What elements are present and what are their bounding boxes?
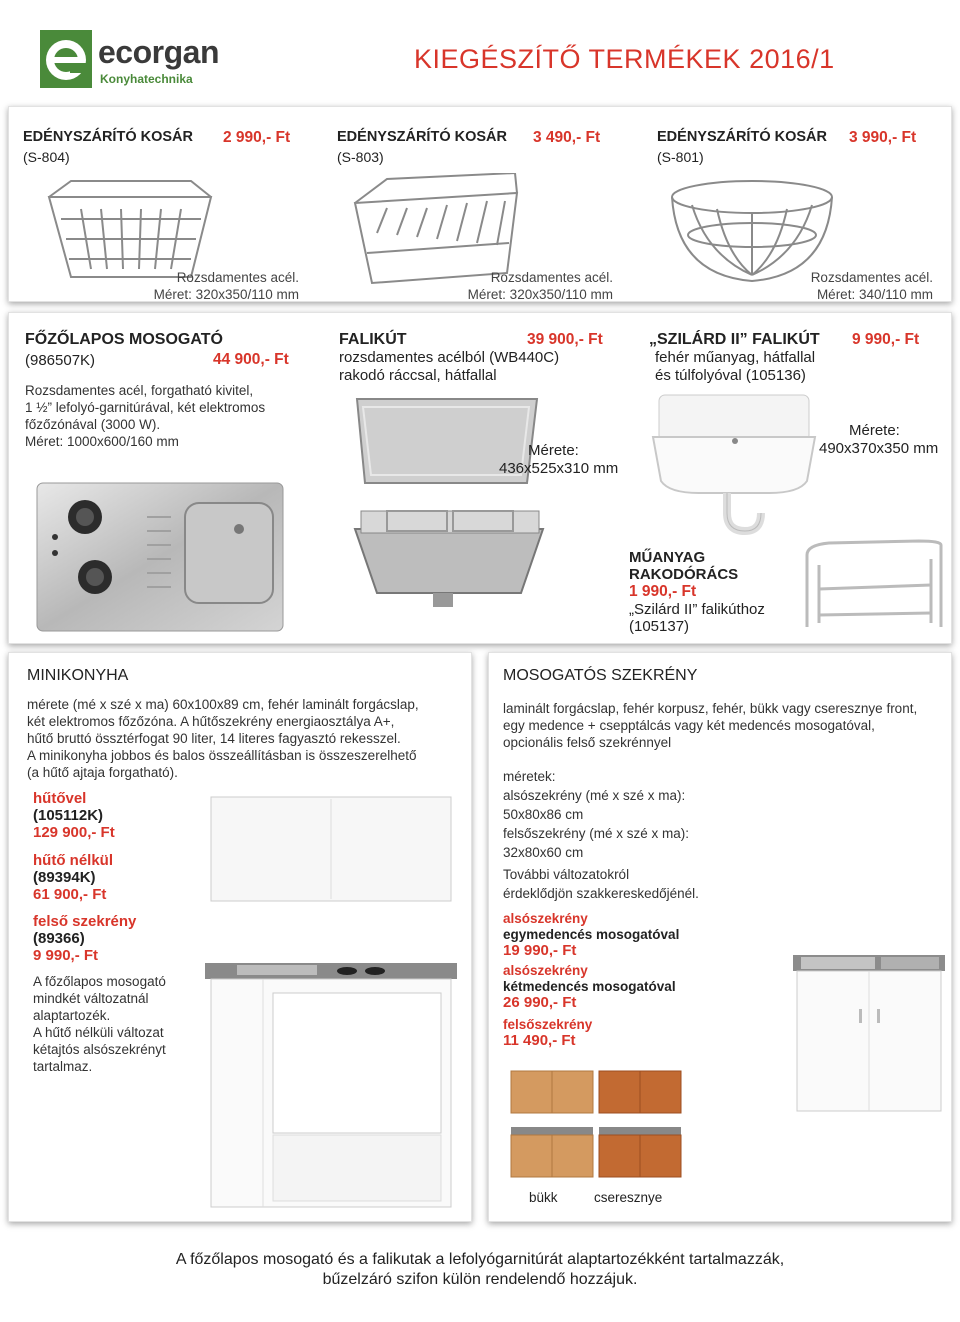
dims-line: felsőszekrény (mé x szé x ma): [503,826,690,841]
cherry-label: cseresznye [594,1190,663,1205]
rack-name: MŰANYAG [629,549,706,566]
wall-sink-desc: rakodó ráccsal, hátfallal [339,367,497,384]
minikonyha-desc [27,696,419,781]
variant-name: hűtő nélkül [33,852,113,869]
sinks-section [8,312,952,644]
minikonyha-section [8,652,472,1222]
variant-price: 61 900,- Ft [33,886,107,903]
szilard-size-label: Mérete: [849,422,900,439]
basket-code: (S-804) [23,149,70,165]
basket-code: (S-801) [657,149,704,165]
variant-felsoszekreny [503,1017,592,1049]
variant-ketmedences [503,963,676,1011]
basket-name: EDÉNYSZÁRÍTÓ KOSÁR [337,129,507,145]
szilard-size: 490x370x350 mm [819,440,939,457]
basket-image [41,169,221,284]
variant-hutovel [33,790,115,841]
basket-item [337,129,627,302]
rack-code: (105137) [629,618,690,635]
header [0,0,960,104]
variant-l1: alsószekrény [503,963,588,978]
dims-line: 32x80x60 cm [503,845,584,860]
desc-line: (a hűtő ajtaja forgatható). [27,765,178,780]
desc-line: egy medence + csepptálcás vagy két medencés mosogatóval, [503,718,875,733]
cooktop-sink-name: FŐZŐLAPOS MOSOGATÓ [25,331,223,348]
logo-name: ecorgan [98,34,219,70]
desc-line: Rozsdamentes acél, forgatható kivitel, [25,383,254,398]
wall-sink-price: 39 900,- Ft [527,331,603,348]
desc-line: hűtő bruttó össztérfogat 90 liter, 14 literes fagyasztó rekesszel. [27,731,401,746]
szilard-price: 9 990,- Ft [852,331,920,348]
basket-material: Rozsdamentes acél. [176,270,299,285]
basket-name: EDÉNYSZÁRÍTÓ KOSÁR [657,129,827,145]
more-line: érdeklődjön szakkereskedőjénél. [503,886,699,901]
variant-egymedences [503,911,679,959]
variant-name: hűtővel [33,790,87,807]
variant-code: (89366) [33,930,85,947]
szilard-image [649,393,819,543]
sink-cabinet-image [789,949,949,1115]
rack-desc: „Szilárd II” falikúthoz [629,601,765,618]
note-line: alaptartozék. [33,1008,111,1023]
cooktop-sink-image [35,477,285,637]
page-title: KIEGÉSZÍTŐ TERMÉKEK 2016/1 [414,44,835,74]
footer-line: bűzelzáró szifon külön rendelendő hozzájuk. [322,1271,638,1288]
basket-material: Rozsdamentes acél. [490,270,613,285]
mosogatos-desc [503,700,917,751]
basket-size: Méret: 320x350/110 mm [467,287,613,302]
mosogatos-more [503,865,699,903]
beech-cabinet-image [509,1069,595,1179]
desc-line: laminált forgácslap, fehér korpusz, fehér, bükk vagy cseresznye front, [503,701,918,716]
szilard-desc: fehér műanyag, hátfallal [655,349,816,366]
note-line: mindkét változatnál [33,991,149,1006]
footer-note [0,1250,960,1290]
variant-price: 11 490,- Ft [503,1032,576,1049]
variant-l1: felsőszekrény [503,1017,593,1032]
basket-price: 3 990,- Ft [849,129,917,146]
logo-tagline: Konyhatechnika [100,72,193,86]
cooktop-sink-desc [25,382,265,450]
szilard-desc: és túlfolyóval (105136) [655,367,806,384]
desc-line: főzőzónával (3000 W). [25,417,161,432]
basket-code: (S-803) [337,149,384,165]
wall-sink-desc: rozsdamentes acélból (WB440C) [339,349,560,366]
variant-name: felső szekrény [33,913,137,930]
cooktop-sink-price: 44 900,- Ft [213,351,289,368]
basket-name: EDÉNYSZÁRÍTÓ KOSÁR [23,129,193,145]
rack-name: RAKODÓRÁCS [629,566,739,583]
logo [40,30,240,90]
more-line: További változatokról [503,867,630,882]
desc-line: Méret: 1000x600/160 mm [25,434,179,449]
variant-price: 129 900,- Ft [33,824,115,841]
basket-price: 3 490,- Ft [533,129,601,146]
desc-line: két elektromos főzőzóna. A hűtőszekrény energiaosztálya A+, [27,714,395,729]
variant-price: 9 990,- Ft [33,947,99,964]
variant-felso [33,913,136,964]
basket-size: Méret: 320x350/110 mm [153,287,299,302]
desc-line: A minikonyha jobbos és balos összeállításban is összeszerelhető [27,748,417,763]
wall-sink-image [337,393,557,613]
variant-l1: alsószekrény [503,911,588,926]
note-line: A hűtő nélküli változat [33,1025,164,1040]
wall-sink-size: 436x525x310 mm [499,460,619,477]
dims-line: 50x80x86 cm [503,807,584,822]
variant-code: (89394K) [33,869,96,886]
wall-sink-size-label: Mérete: [528,442,579,459]
desc-line: opcionális felső szekrénnyel [503,735,672,750]
mosogatos-section [488,652,952,1222]
wall-sink-name: FALIKÚT [339,331,407,348]
note-line: tartalmaz. [33,1059,93,1074]
note-line: kétajtós alsószekrényt [33,1042,166,1057]
variant-code: (105112K) [33,807,104,824]
note-line: A főzőlapos mosogató [33,974,166,989]
rack-price: 1 990,- Ft [629,583,697,600]
basket-material: Rozsdamentes acél. [810,270,933,285]
basket-row [8,106,952,302]
basket-item [23,129,313,302]
minikonyha-title: MINIKONYHA [27,667,129,684]
mosogatos-dims [503,767,689,862]
desc-line: 1 ½” lefolyó-garnitúrával, két elektromos [25,400,266,415]
rack-image [799,535,949,635]
minikonyha-note [33,973,166,1075]
footer-line: A főzőlapos mosogató és a falikutak a lefolyógarnitúrát alaptartozékként tartalmazzák, [175,1251,785,1268]
desc-line: mérete (mé x szé x ma) 60x100x89 cm, fehér laminált forgácslap, [27,697,419,712]
mosogatos-title: MOSOGATÓS SZEKRÉNY [503,667,698,684]
logo-e-icon [40,30,92,88]
variant-price: 19 990,- Ft [503,942,577,959]
variant-huto-nelkul [33,852,113,903]
basket-size: Méret: 340/110 mm [816,287,933,302]
dims-line: alsószekrény (mé x szé x ma): [503,788,686,803]
minikonyha-image [197,793,461,1213]
basket-price: 2 990,- Ft [223,129,291,146]
variant-l2: kétmedencés mosogatóval [503,979,676,994]
cooktop-sink-code: (986507K) [25,352,96,369]
variant-price: 26 990,- Ft [503,994,577,1011]
dims-line: méretek: [503,769,556,784]
basket-item [657,129,947,302]
beech-label: bükk [529,1190,558,1205]
variant-l2: egymedencés mosogatóval [503,927,680,942]
szilard-name: „SZILÁRD II” FALIKÚT [649,331,820,348]
cherry-cabinet-image [597,1069,683,1179]
